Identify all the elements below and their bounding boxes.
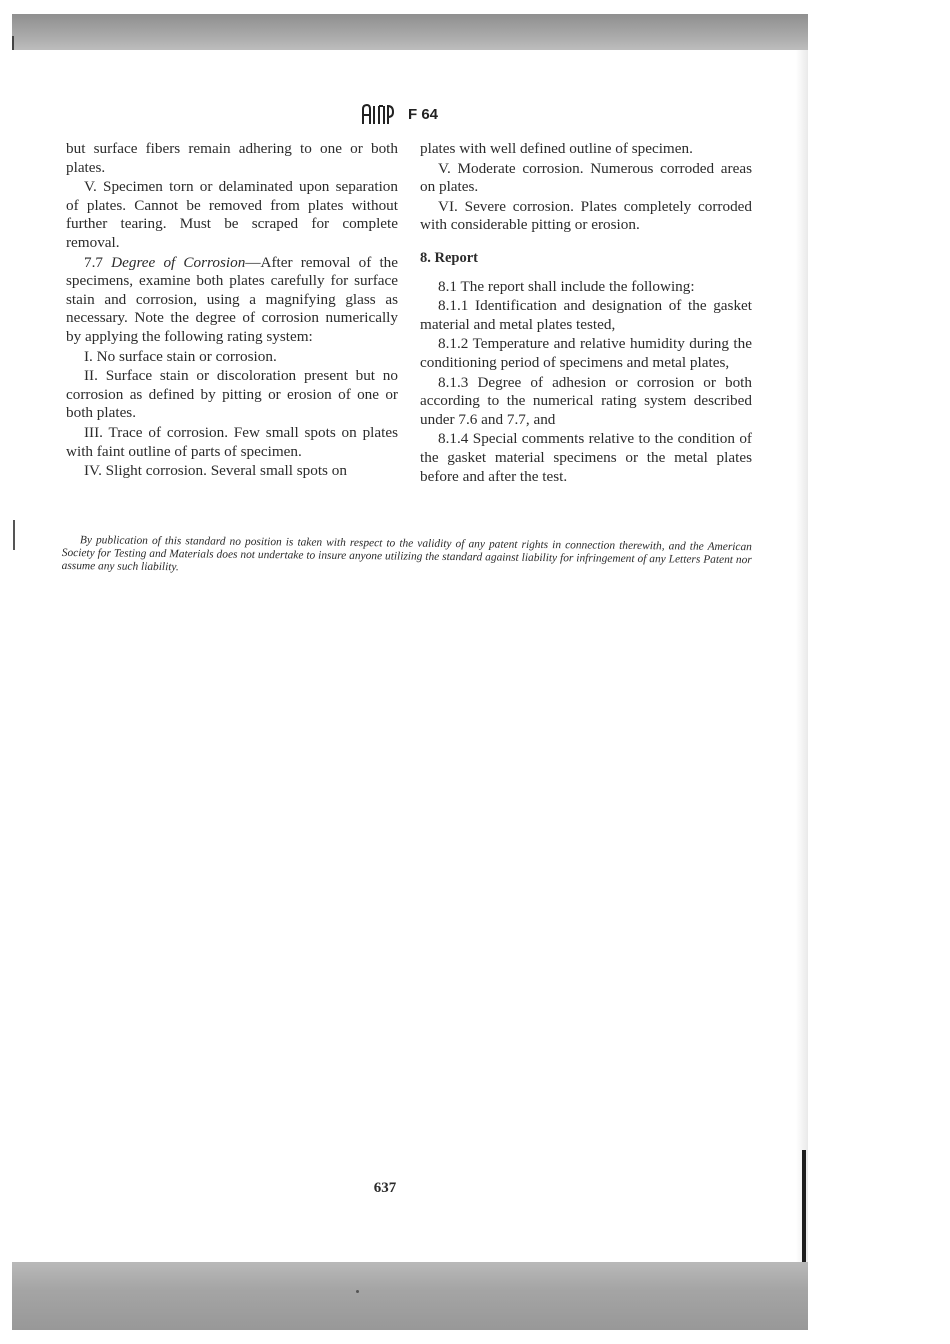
paragraph: plates with well defined outline of specimen. <box>420 140 693 157</box>
report-item: 8.1.4 Special comments relative to the condition of the gasket material specimens or the metal plates before and after the test. <box>420 430 752 485</box>
report-item: 8.1.3 Degree of adhesion or corrosion or both according to the numerical rating system described under 7.6 and 7.7, and <box>420 373 752 428</box>
dust-speck <box>356 1290 359 1293</box>
rating-item: I. No surface stain or corrosion. <box>84 347 277 365</box>
report-item: 8.1 The report shall include the following: <box>438 277 695 295</box>
rating-item: III. Trace of corrosion. Few small spots on plates with faint outline of parts of specimen. <box>66 423 398 460</box>
scan-right-edge <box>802 1150 806 1262</box>
section-7-7 <box>66 254 398 347</box>
rating-item: V. Specimen torn or delaminated upon separation of plates. Cannot be removed from plates without further tearing. Must be scraped for complete removal. <box>66 178 398 251</box>
page-number: 637 <box>373 1180 397 1196</box>
rating-item: II. Surface stain or discoloration present but no corrosion as defined by pitting or erosion of one or both plates. <box>66 367 398 422</box>
margin-mark <box>13 520 15 550</box>
section-text: —After removal of the specimens, examine both plates carefully for surface stain and corrosion, using a magnifying glass as necessary. Note the degree of corrosion numerically by applying the following rating system: <box>66 253 399 345</box>
scan-bottom-border <box>12 1262 808 1330</box>
section-number: 7.7 <box>84 253 103 271</box>
standard-designation: F 64 <box>408 105 439 123</box>
rating-item: IV. Slight corrosion. Several small spots on <box>84 462 347 480</box>
report-item: 8.1.1 Identification and designation of the gasket material and metal plates tested, <box>420 297 752 333</box>
rating-item: V. Moderate corrosion. Numerous corroded areas on plates. <box>420 159 752 196</box>
astm-logo-icon <box>360 103 396 125</box>
patent-footnote: By publication of this standard no position is taken with respect to the validity of any patent rights in connection therewith, and the American Society for Testing and Materials does not undertake to insure anyone utilizing the standard against liability for infringement of any Letters Patent nor assume any such liability. <box>61 534 752 573</box>
paragraph: but surface fibers remain adhering to one or both plates. <box>66 140 398 176</box>
rating-item: VI. Severe corrosion. Plates completely corroded with considerable pitting or erosion. <box>420 197 752 234</box>
page-header <box>360 100 500 128</box>
section-heading: 8. Report <box>420 249 478 266</box>
right-column <box>420 140 752 486</box>
scan-edge-mark <box>12 36 14 50</box>
report-item: 8.1.2 Temperature and relative humidity during the conditioning period of specimens and metal plates, <box>420 335 752 371</box>
section-title: Degree of Corrosion <box>111 253 246 271</box>
left-column <box>66 140 398 481</box>
scan-top-border <box>12 14 808 50</box>
scan-right-shadow <box>796 50 808 1262</box>
